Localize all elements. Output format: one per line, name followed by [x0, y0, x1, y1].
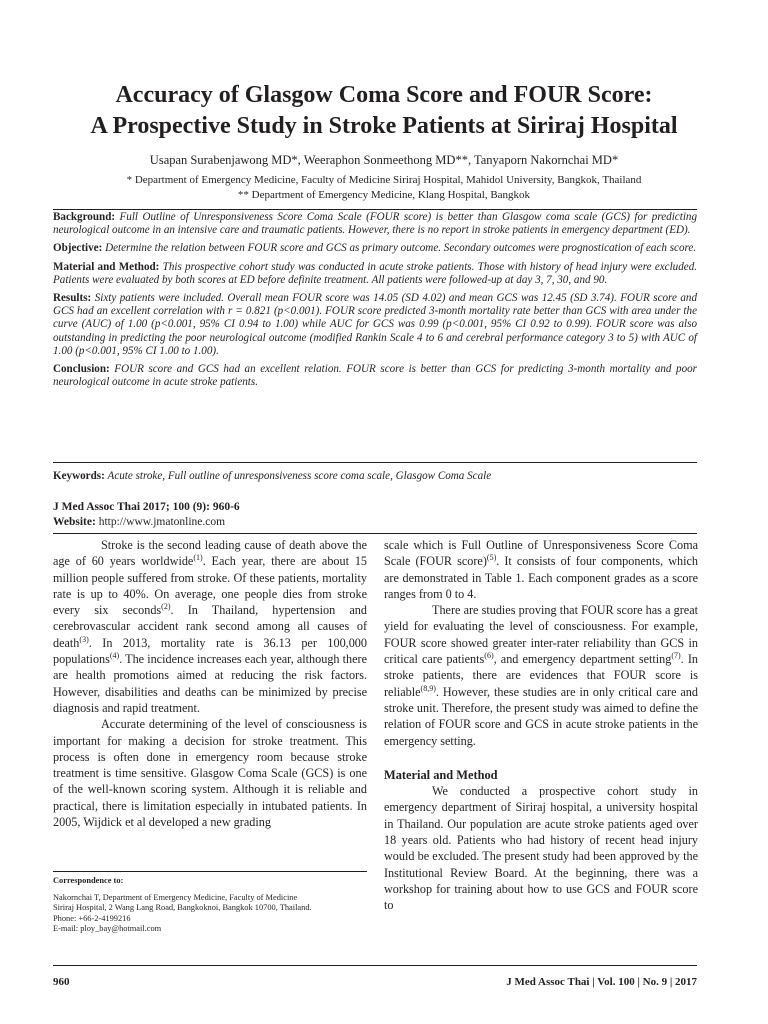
- background-label: Background:: [53, 211, 116, 223]
- abstract-methods: [53, 261, 697, 287]
- journal-citation: J Med Assoc Thai 2017; 100 (9): 960-6: [53, 501, 240, 513]
- background-text: Full Outline of Unresponsiveness Score Coma Scale (FOUR score) is better than Glasgow coma scale (GCS) for predicting neurological outcome in an intensive care and traumatic patients. However, there is no report in stroke patients in emergency department (ED).: [53, 211, 697, 237]
- body-column-left: [53, 537, 367, 830]
- keywords: [53, 470, 697, 483]
- correspondence-label: Correspondence to:: [53, 876, 124, 885]
- keywords-label: Keywords:: [53, 470, 105, 482]
- footer-journal: J Med Assoc Thai | Vol. 100 | No. 9 | 2017: [506, 976, 697, 988]
- citation-ref: (2): [161, 602, 171, 612]
- abstract-objective: [53, 242, 697, 255]
- affiliations: [40, 173, 728, 203]
- page-number: 960: [53, 976, 70, 988]
- citation-ref: (4): [109, 651, 120, 661]
- citation-ref: (6): [484, 651, 494, 661]
- citation-block: [53, 500, 697, 530]
- left-paragraph-1: Stroke is the second leading cause of death above the age of 60 years worldwide$^{(1)}$. Each year, there are about 15 million people suffered from stroke. Of these patients, mortality rate is up to 40%. On average, one people dies from stroke every six seconds$^{(2)}$. In Thailand, hypertension and cerebrovascular accident rank second among all causes of death$^{(3)}$. In 2013, mortality rate is 36.13 per 100,000 populations$^{(4)}$. The incidence increases each year, although there are health promotions aimed at reducing the risk factors. However, disabilities and deaths can be minimized by precise diagnosis and rapid treatment.: [53, 538, 368, 715]
- website-line: [53, 515, 697, 530]
- conclusion-text: FOUR score and GCS had an excellent relation. FOUR score is better than GCS for predicting 3-month mortality and poor neurological outcome in acute stroke patients.: [53, 363, 697, 389]
- right-paragraph-3: We conducted a prospective cohort study in emergency department of Siriraj hospital, a university hospital in Thailand. Our population are acute stroke patients aged over 18 years old. Patients who had history of recent head injury would be excluded. The present study had been approved by the Institutional Review Board. At the beginning, there was a workshop for training about how to use GCS and FOUR score to: [384, 784, 698, 913]
- website-label: Website:: [53, 516, 96, 528]
- body-column-right: [384, 537, 698, 914]
- abstract: [53, 211, 697, 394]
- citation-ref: (1): [193, 553, 203, 563]
- correspondence-line-1: Nakornchai T, Department of Emergency Medicine, Faculty of Medicine: [53, 892, 298, 902]
- citation-ref: (5): [486, 553, 497, 563]
- correspondence-rule: [53, 871, 367, 872]
- objective-label: Objective:: [53, 242, 103, 255]
- citation-ref: (3): [79, 634, 89, 644]
- left-paragraph-2: Accurate determining of the level of consciousness is important for making a decision for stroke treatment. This process is often done in emergency room because stroke treatment is time sensitive. Glasgow Coma Scale (GCS) is one of the well-known scoring system. Although it is reliable and practical, there is limitation especially in intubated patients. In 2005, Wijdick et al developed a new grading: [53, 717, 367, 830]
- objective-text: Determine the relation between FOUR score and GCS as primary outcome. Secondary outcomes were prognostication of each score.: [105, 242, 697, 255]
- right-paragraph-2: There are studies proving that FOUR score has a great yield for evaluating the level of consciousness. For example, FOUR score showed greater inter-rater reliability than GCS in critical care patients$^{(6)}$, and emergency department setting$^{(7)}$. In stroke patients, there are evidences that FOUR score is reliable$^{(8,9)}$. However, these studies are in only critical care and stroke unit. Therefore, the present study was aimed to define the relation of FOUR score and GCS in acute stroke patients in the emergency setting.: [384, 603, 699, 748]
- abstract-background: [53, 211, 697, 237]
- methods-label: Material and Method:: [53, 260, 160, 273]
- results-label: Results:: [53, 292, 92, 305]
- abstract-top-rule: [53, 209, 697, 210]
- citation-ref: (7): [671, 651, 681, 661]
- correspondence-line-3: Phone: +66-2-4199216: [53, 913, 131, 923]
- affiliation-1: * Department of Emergency Medicine, Faculty of Medicine Siriraj Hospital, Mahidol University, Bangkok, Thailand: [126, 174, 642, 186]
- correspondence-line-2: Siriraj Hospital, 2 Wang Lang Road, Bangkoknoi, Bangkok 10700, Thailand.: [53, 903, 312, 913]
- correspondence-block: [53, 876, 367, 935]
- abstract-results: [53, 292, 697, 358]
- footer-rule: [53, 965, 697, 966]
- correspondence-email[interactable]: E-mail: ploy_bay@hotmail.com: [53, 924, 162, 934]
- abstract-conclusion: [53, 363, 697, 389]
- methods-text: This prospective cohort study was conducted in acute stroke patients. Those with history of head injury were excluded. Patients were evaluated by both scores at ED before definite treatment. All patients were followed-up at day 3, 7, 30, and 90.: [53, 260, 698, 286]
- title-line-1: Accuracy of Glasgow Coma Score and FOUR Score:: [115, 82, 653, 108]
- citation-rule: [53, 533, 697, 534]
- results-text: Sixty patients were included. Overall mean FOUR score was 14.05 (SD 4.02) and mean GCS was 12.45 (SD 3.74). FOUR score and GCS had an excellent correlation with r = 0.821 (p<0.001). FOUR score predicted 3-month mortality rate better than GCS with area under the curve (AUC) of 1.00 (p<0.001, 95% CI 0.94 to 1.00) while AUC for GCS was 0.99 (p<0.001, 95% CI 0.92 to 0.99). FOUR score was also outstanding in predicting the poor neurological outcome (modified Rankin Scale 4 to 6 and cerebral performance category 3 to 5) with AUC of 1.00 (p<0.001, 95% CI 1.00 to 1.00).: [53, 292, 697, 357]
- abstract-bottom-rule: [53, 462, 697, 463]
- author-list: Usapan Surabenjawong MD*, Weeraphon Sonmeethong MD**, Tanyaporn Nakornchai MD*: [149, 153, 619, 167]
- title-line-2: A Prospective Study in Stroke Patients at Siriraj Hospital: [90, 113, 678, 139]
- section-heading: Material and Method: [384, 767, 498, 782]
- conclusion-label: Conclusion:: [53, 363, 110, 376]
- article-title: [40, 80, 728, 142]
- citation-ref: (8,9): [420, 683, 436, 693]
- right-paragraph-1: scale which is Full Outline of Unresponsiveness Score Coma Scale (FOUR score)$^{(5)}$. It consists of four components, which are demonstrated in Table 1. Each component grades as a score ranges from 0 to 4.: [384, 538, 699, 601]
- keywords-text: Acute stroke, Full outline of unresponsiveness score coma scale, Glasgow Coma Scale: [107, 470, 492, 482]
- affiliation-2: ** Department of Emergency Medicine, Klang Hospital, Bangkok: [237, 189, 531, 201]
- website-link[interactable]: http://www.jmatonline.com: [98, 516, 226, 528]
